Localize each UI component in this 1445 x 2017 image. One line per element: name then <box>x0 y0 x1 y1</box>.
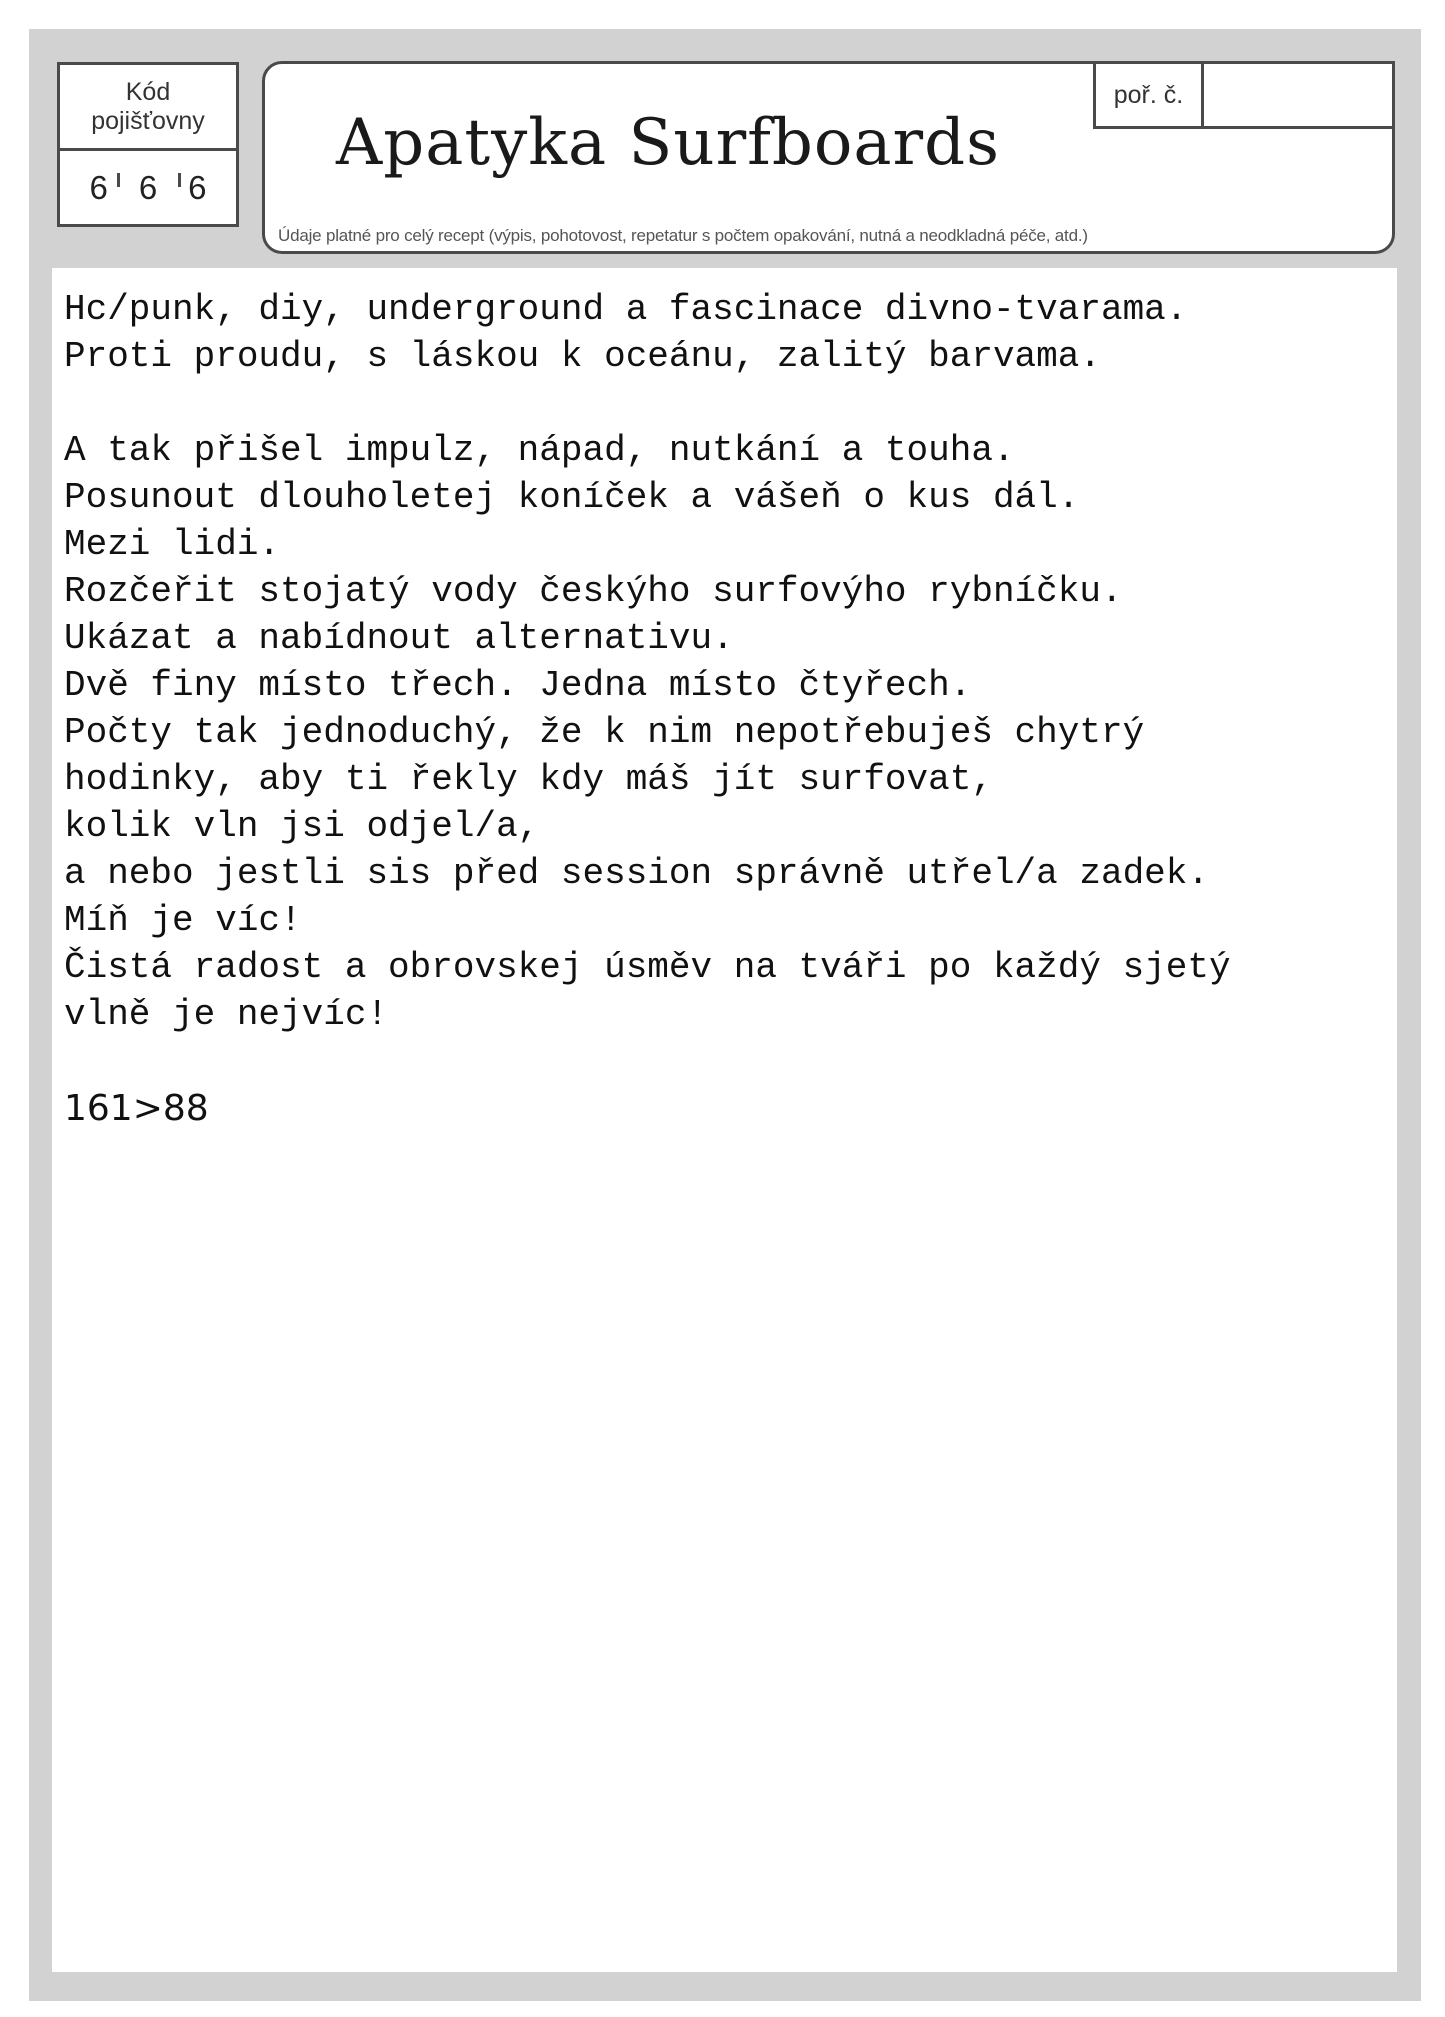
text-line: Proti proudu, s láskou k oceánu, zalitý barvama. <box>64 336 1101 377</box>
text-line: Rozčeřit stojatý vody českýho surfovýho rybníčku. <box>64 571 1123 612</box>
text-line: kolik vln jsi odjel/a, <box>64 806 540 847</box>
text-line <box>64 380 1231 427</box>
text-line: Míň je víc! <box>64 900 302 941</box>
text-line: Počty tak jednoduchý, že k nim nepotřebuješ chytrý <box>64 712 1145 753</box>
body-text <box>64 286 1231 1038</box>
page-title: Apatyka Surfboards <box>336 106 1000 180</box>
text-line: Ukázat a nabídnout alternativu. <box>64 618 734 659</box>
text-line: Hc/punk, diy, underground a fascinace divno-tvarama. <box>64 289 1188 330</box>
text-line: hodinky, aby ti řekly kdy máš jít surfovat, <box>64 759 993 800</box>
order-number-value <box>1204 64 1392 126</box>
digit-separator <box>178 173 181 187</box>
digit-separator <box>117 173 120 187</box>
code-digit-1: 6 <box>89 168 108 206</box>
text-line: Dvě finy místo třech. Jedna místo čtyřech. <box>64 665 972 706</box>
text-line: Posunout dlouholetej koníček a vášeň o kus dál. <box>64 477 1080 518</box>
text-line: Čistá radost a obrovskej úsměv na tváři po každý sjetý <box>64 947 1231 988</box>
prescription-body <box>52 268 1397 1972</box>
insurance-code-label: Kód pojišťovny <box>60 65 236 151</box>
insurance-code-digits <box>60 151 236 224</box>
order-number-box <box>1093 61 1395 129</box>
text-line: Mezi lidi. <box>64 524 281 565</box>
order-number-label: poř. č. <box>1096 64 1204 126</box>
code-digit-3: 6 <box>188 168 207 206</box>
signature-text: 161>88 <box>64 1088 209 1129</box>
validity-note: Údaje platné pro celý recept (výpis, pohotovost, repetatur s počtem opakování, nutná a neodkladná péče, atd.) <box>278 226 1088 245</box>
code-digit-2: 6 <box>138 168 158 206</box>
text-line: A tak přišel impulz, nápad, nutkání a touha. <box>64 430 1015 471</box>
insurance-code-box <box>57 62 239 227</box>
text-line: a nebo jestli sis před session správně utřel/a zadek. <box>64 853 1209 894</box>
text-line: vlně je nejvíc! <box>64 994 389 1035</box>
